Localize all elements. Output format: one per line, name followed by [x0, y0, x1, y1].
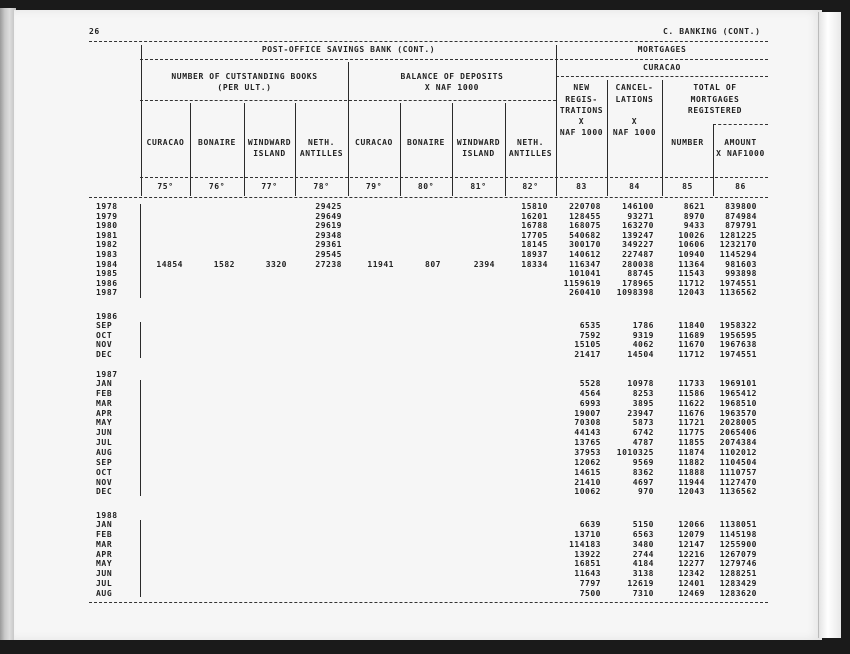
cell-c78: 29619 — [315, 221, 342, 231]
page-number: 26 — [89, 27, 100, 36]
column-number: 86 — [735, 182, 746, 191]
cell-c86: 879791 — [725, 221, 757, 231]
cell-c83: 70308 — [574, 418, 601, 428]
cell-c86: 874984 — [725, 211, 757, 221]
cell-c83: 5528 — [579, 379, 601, 388]
row-label: 1982 — [96, 240, 118, 250]
cell-c85: 11586 — [678, 388, 705, 398]
year-label-1987: 1987 — [96, 370, 118, 379]
row-label: OCT — [96, 467, 113, 477]
cell-c80: 807 — [425, 259, 441, 269]
cell-c83: 19007 — [574, 408, 601, 418]
cell-c86: 1288251 — [719, 569, 757, 579]
cell-c84: 3895 — [632, 398, 654, 408]
cell-c82: 15810 — [521, 202, 548, 211]
deposits-subtitle: X NAF 1000 — [424, 83, 480, 92]
cell-c83: 116347 — [569, 259, 601, 269]
cell-c83: 7797 — [579, 579, 601, 589]
cell-c86: 1102012 — [719, 447, 757, 457]
cell-c85: 11712 — [678, 349, 705, 359]
cell-c84: 4697 — [632, 477, 654, 487]
cell-c82: 16788 — [521, 221, 548, 231]
cell-c86: 1279746 — [719, 559, 757, 569]
cell-c85: 11689 — [678, 330, 705, 340]
table-bottom-rule — [89, 602, 768, 603]
row-label: SEP — [96, 457, 113, 467]
cell-c83: 220708 — [569, 202, 601, 211]
cell-c86: 1255900 — [719, 539, 757, 549]
column-number: 78° — [313, 182, 330, 191]
cell-c86: 1958322 — [719, 321, 757, 330]
scanner-bottom-edge — [0, 640, 850, 654]
cell-c85: 12469 — [678, 588, 705, 598]
cell-c84: 14504 — [627, 349, 654, 359]
column-header-c80: BONAIRE — [407, 138, 445, 147]
row-label: AUG — [96, 447, 113, 457]
row-label: 1985 — [96, 269, 118, 279]
column-header-c75: CURACAO — [146, 138, 185, 147]
column-header-c79: CURACAO — [355, 138, 393, 147]
row-label: JUL — [96, 579, 113, 589]
column-number: 81° — [470, 182, 487, 191]
column-number: 83 — [576, 182, 587, 191]
cell-c83: 260410 — [569, 288, 601, 298]
cell-c84: 146100 — [622, 202, 654, 211]
new-registrations-header: TRATIONS — [559, 106, 604, 115]
cell-c84: 178965 — [622, 278, 654, 288]
row-left-rule — [140, 380, 141, 496]
cell-c85: 12043 — [678, 288, 705, 298]
column-header-c86: AMOUNT — [724, 138, 757, 147]
row-label: MAR — [96, 539, 113, 549]
cell-c83: 10062 — [574, 487, 601, 497]
cell-c85: 11882 — [678, 457, 705, 467]
cell-c84: 88745 — [627, 269, 654, 279]
cell-c84: 3480 — [632, 539, 654, 549]
cell-c85: 11543 — [678, 269, 705, 279]
group-header-mortgages: MORTGAGES — [637, 45, 687, 54]
cell-c83: 14615 — [574, 467, 601, 477]
cell-c83: 6993 — [579, 398, 601, 408]
row-label: JUN — [96, 428, 113, 438]
cell-c85: 11712 — [678, 278, 705, 288]
cell-c84: 1786 — [632, 321, 654, 330]
row-label: JAN — [96, 379, 113, 388]
column-header-c77: ISLAND — [253, 149, 286, 158]
cell-c84: 8253 — [632, 388, 654, 398]
cell-c85: 11364 — [678, 259, 705, 269]
cell-c84: 6563 — [632, 529, 654, 539]
cell-c79: 11941 — [367, 259, 394, 269]
cell-c86: 1145198 — [719, 529, 757, 539]
cell-c85: 11944 — [678, 477, 705, 487]
column-number: 85 — [682, 182, 693, 191]
cell-c85: 12043 — [678, 487, 705, 497]
cell-c83: 7592 — [579, 330, 601, 340]
column-header-c78: NETH. — [307, 138, 336, 147]
cell-c82: 16201 — [521, 211, 548, 221]
row-label: DEC — [96, 487, 113, 497]
cell-c84: 5873 — [632, 418, 654, 428]
colnum-top-rule — [140, 177, 768, 178]
cancellations-header: NAF 1000 — [612, 128, 657, 137]
cell-c83: 1159619 — [563, 278, 601, 288]
cell-c83: 44143 — [574, 428, 601, 438]
cell-c84: 1010325 — [616, 447, 654, 457]
cell-c84: 8362 — [632, 467, 654, 477]
cell-c86: 1968510 — [719, 398, 757, 408]
cell-c84: 9569 — [632, 457, 654, 467]
row-label: SEP — [96, 321, 113, 330]
books-title: NUMBER OF CUTSTANDING BOOKS — [171, 72, 318, 81]
cell-c83: 12062 — [574, 457, 601, 467]
cell-c85: 12277 — [678, 559, 705, 569]
cell-c84: 9319 — [632, 330, 654, 340]
cancellations-header: X — [631, 117, 638, 126]
cell-c83: 13765 — [574, 438, 601, 448]
cell-c84: 6742 — [632, 428, 654, 438]
cell-c78: 27238 — [315, 259, 342, 269]
row-label: NOV — [96, 477, 113, 487]
cell-c86: 1974551 — [719, 349, 757, 359]
cell-c86: 1136562 — [719, 288, 757, 298]
row-label: 1978 — [96, 202, 118, 211]
cell-c85: 12066 — [678, 520, 705, 529]
cell-c83: 6639 — [579, 520, 601, 529]
row-label: MAY — [96, 418, 113, 428]
cell-c84: 5150 — [632, 520, 654, 529]
cell-c82: 17705 — [521, 230, 548, 240]
cell-c84: 3138 — [632, 569, 654, 579]
new-registrations-header: REGIS- — [565, 95, 598, 104]
cell-c86: 1281225 — [719, 230, 757, 240]
column-number: 77° — [261, 182, 278, 191]
cell-c85: 11721 — [678, 418, 705, 428]
left-border — [141, 45, 142, 196]
cell-c84: 349227 — [622, 240, 654, 250]
new-registrations-header: X — [578, 117, 585, 126]
cell-c84: 10978 — [627, 379, 654, 388]
cell-c83: 21410 — [574, 477, 601, 487]
cell-c85: 10026 — [678, 230, 705, 240]
cell-c86: 993898 — [725, 269, 757, 279]
cell-c86: 1974551 — [719, 278, 757, 288]
row-label: 1980 — [96, 221, 118, 231]
new-registrations-header: NEW — [573, 83, 590, 92]
column-header-c82: ANTILLES — [508, 149, 553, 158]
cell-c85: 10606 — [678, 240, 705, 250]
column-header-c82: NETH. — [516, 138, 545, 147]
column-header-c76: BONAIRE — [198, 138, 236, 147]
cell-c82: 18937 — [521, 250, 548, 259]
cell-c85: 11874 — [678, 447, 705, 457]
cell-c84: 4184 — [632, 559, 654, 569]
cell-c78: 29361 — [315, 240, 342, 250]
cell-c84: 227487 — [622, 250, 654, 259]
cell-c86: 2065406 — [719, 428, 757, 438]
column-header-c81: WINDWARD — [456, 138, 501, 147]
row-label: FEB — [96, 388, 113, 398]
total-mortgages-header: REGISTERED — [687, 106, 743, 115]
cell-c84: 4062 — [632, 340, 654, 350]
row-left-rule — [140, 204, 141, 298]
row-left-rule — [140, 520, 141, 597]
cell-c84: 7310 — [632, 588, 654, 598]
cell-c83: 16851 — [574, 559, 601, 569]
new-registrations-header: NAF 1000 — [559, 128, 604, 137]
section-title: C. BANKING (CONT.) — [663, 27, 761, 36]
cell-c83: 21417 — [574, 349, 601, 359]
row-label: MAR — [96, 398, 113, 408]
cell-c86: 1145294 — [719, 250, 757, 259]
column-header-c81: ISLAND — [462, 149, 495, 158]
column-header-c85: NUMBER — [671, 138, 704, 147]
cell-c81: 2394 — [473, 259, 495, 269]
cell-c83: 13710 — [574, 529, 601, 539]
cell-c76: 1582 — [213, 259, 235, 269]
cell-c84: 280038 — [622, 259, 654, 269]
cell-c86: 2028005 — [719, 418, 757, 428]
cell-c83: 140612 — [569, 250, 601, 259]
column-number: 84 — [629, 182, 640, 191]
total-mortgages-header: TOTAL OF — [693, 83, 737, 92]
row-label: 1979 — [96, 211, 118, 221]
cell-c86: 981603 — [725, 259, 757, 269]
cell-c85: 11775 — [678, 428, 705, 438]
top-rule — [89, 41, 768, 42]
cell-c85: 11888 — [678, 467, 705, 477]
column-header-c77: WINDWARD — [247, 138, 292, 147]
cell-c83: 37953 — [574, 447, 601, 457]
cell-c86: 1969101 — [719, 379, 757, 388]
row-left-rule — [140, 322, 141, 358]
cell-c86: 1136562 — [719, 487, 757, 497]
cell-c83: 15105 — [574, 340, 601, 350]
cell-c84: 2744 — [632, 549, 654, 559]
cell-c86: 839800 — [725, 202, 757, 211]
cell-c86: 1138051 — [719, 520, 757, 529]
cell-c86: 1110757 — [719, 467, 757, 477]
row-label: 1983 — [96, 250, 118, 259]
deposits-title: BALANCE OF DEPOSITS — [400, 72, 504, 81]
column-number: 82° — [522, 182, 539, 191]
row-label: FEB — [96, 529, 113, 539]
cell-c86: 1127470 — [719, 477, 757, 487]
column-header-c78: ANTILLES — [299, 149, 344, 158]
cell-c84: 163270 — [622, 221, 654, 231]
cell-c86: 2074384 — [719, 438, 757, 448]
year-label-1986: 1986 — [96, 312, 118, 321]
row-label: OCT — [96, 330, 113, 340]
row-label: NOV — [96, 340, 113, 350]
cell-c86: 1963570 — [719, 408, 757, 418]
cell-c85: 9433 — [683, 221, 705, 231]
cell-c86: 1965412 — [719, 388, 757, 398]
cell-c84: 139247 — [622, 230, 654, 240]
row-label: AUG — [96, 588, 113, 598]
cell-c82: 18145 — [521, 240, 548, 250]
cell-c85: 11733 — [678, 379, 705, 388]
year-label-1988: 1988 — [96, 511, 118, 520]
subheader-curacao: CURACAO — [643, 63, 681, 72]
cell-c84: 12619 — [627, 579, 654, 589]
row-label: DEC — [96, 349, 113, 359]
header-bottom-rule — [89, 197, 768, 198]
row-label: 1981 — [96, 230, 118, 240]
column-number: 79° — [365, 182, 383, 191]
cell-c85: 11840 — [678, 321, 705, 330]
cell-c82: 18334 — [521, 259, 548, 269]
cell-c85: 11670 — [678, 340, 705, 350]
cell-c84: 1098398 — [616, 288, 654, 298]
cell-c83: 101041 — [569, 269, 601, 279]
row-label: JUL — [96, 438, 113, 448]
cell-c85: 8621 — [683, 202, 705, 211]
cell-c83: 168075 — [569, 221, 601, 231]
row-label: MAY — [96, 559, 113, 569]
row-label: JAN — [96, 520, 113, 529]
cell-c84: 4787 — [632, 438, 654, 448]
cancellations-header: CANCEL- — [615, 83, 654, 92]
column-number: 75° — [157, 182, 174, 191]
cell-c86: 1267079 — [719, 549, 757, 559]
cell-c86: 1283429 — [719, 579, 757, 589]
cell-c85: 12147 — [678, 539, 705, 549]
cell-c86: 1283620 — [719, 588, 757, 598]
curacao-rule — [556, 76, 768, 77]
column-header-c86: X NAF1000 — [716, 149, 765, 158]
cell-c83: 7500 — [579, 588, 601, 598]
books-subtitle: (PER ULT.) — [217, 83, 272, 92]
total-mortgages-header: MORTGAGES — [690, 95, 740, 104]
cell-c85: 12079 — [678, 529, 705, 539]
row-label: 1987 — [96, 288, 118, 298]
total-subrule — [713, 124, 768, 125]
cell-c83: 128455 — [569, 211, 601, 221]
cell-c75: 14854 — [156, 259, 183, 269]
cell-c83: 11643 — [574, 569, 601, 579]
cell-c85: 10940 — [678, 250, 705, 259]
cell-c85: 12342 — [678, 569, 705, 579]
cell-c85: 11855 — [678, 438, 705, 448]
cell-c77: 3320 — [265, 259, 287, 269]
row-label: 1986 — [96, 278, 118, 288]
cancellations-header: LATIONS — [615, 95, 654, 104]
cell-c83: 6535 — [579, 321, 601, 330]
cell-c78: 29425 — [315, 202, 342, 211]
cell-c83: 13922 — [574, 549, 601, 559]
cell-c83: 540682 — [569, 230, 601, 240]
row-label: JUN — [96, 569, 113, 579]
cell-c85: 8970 — [683, 211, 705, 221]
cell-c78: 29348 — [315, 230, 342, 240]
cell-c85: 12401 — [678, 579, 705, 589]
cell-c78: 29545 — [315, 250, 342, 259]
row-label: 1984 — [96, 259, 118, 269]
column-number: 80° — [417, 182, 435, 191]
cell-c85: 11622 — [678, 398, 705, 408]
row-label: APR — [96, 408, 113, 418]
cell-c85: 11676 — [678, 408, 705, 418]
cell-c84: 970 — [638, 487, 654, 497]
group-rule — [140, 59, 768, 60]
group-header-post-office: POST-OFFICE SAVINGS BANK (CONT.) — [261, 45, 436, 54]
cell-c85: 12216 — [678, 549, 705, 559]
cell-c83: 300170 — [569, 240, 601, 250]
cell-c86: 1956595 — [719, 330, 757, 340]
cell-c86: 1104504 — [719, 457, 757, 467]
cell-c86: 1232170 — [719, 240, 757, 250]
cell-c84: 23947 — [627, 408, 654, 418]
book-page-edge-right — [818, 12, 841, 638]
cell-c78: 29649 — [315, 211, 342, 221]
cell-c86: 1967638 — [719, 340, 757, 350]
cell-c84: 93271 — [627, 211, 654, 221]
cell-c83: 4564 — [579, 388, 601, 398]
row-label: APR — [96, 549, 113, 559]
cell-c83: 114183 — [569, 539, 601, 549]
column-number: 76° — [208, 182, 226, 191]
